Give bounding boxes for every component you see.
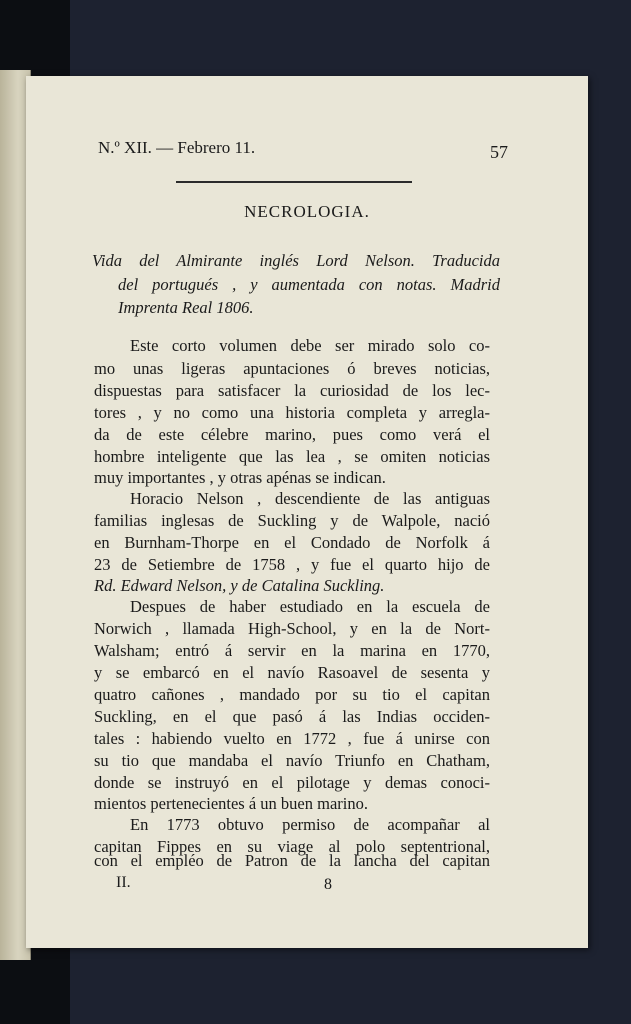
text-line: En 1773 obtuvo permiso de acompañar al	[130, 815, 490, 834]
text-line: Walsham; entró á servir en la marina en 1770,	[94, 641, 490, 660]
text-line: dispuestas para satisfacer la curiosidad de los lec-	[94, 381, 490, 400]
page-number-top: 57	[490, 142, 508, 162]
text-line: familias inglesas de Suckling y de Walpole, nació	[94, 511, 490, 530]
text-line: Rd. Edward Nelson, y de Catalina Suckling.	[94, 576, 385, 595]
text-line: Norwich , llamada High-School, y en la de Nort-	[94, 619, 490, 638]
text-line: da de este célebre marino, pues como verá el	[94, 425, 490, 444]
gathering-number: 8	[324, 876, 332, 893]
text-line: Este corto volumen debe ser mirado solo co-	[130, 336, 490, 355]
text-line: Imprenta Real 1806.	[118, 298, 254, 317]
text-line: Vida del Almirante inglés Lord Nelson. Traducida	[92, 251, 500, 270]
text-line: su tio que mandaba el navío Triunfo en Chatham,	[94, 751, 490, 770]
text-line: Horacio Nelson , descendiente de las antiguas	[130, 489, 490, 508]
text-line: mo unas ligeras apuntaciones ó breves noticias,	[94, 359, 490, 378]
text-line: 23 de Setiembre de 1758 , y fue el quarto hijo de	[94, 555, 490, 574]
text-line: y se embarcó en el navío Rasoavel de sesenta y	[94, 663, 490, 682]
book-page	[26, 76, 588, 948]
text-line: hombre inteligente que las lea , se omiten noticias	[94, 447, 490, 466]
text-line: Despues de haber estudiado en la escuela de	[130, 597, 490, 616]
header-rule	[176, 181, 412, 183]
running-header	[98, 138, 508, 162]
signature-mark: II.	[116, 874, 131, 891]
text-line: donde se instruyó en el pilotage y demas conoci-	[94, 773, 490, 792]
text-line: capitan Fippes en su viage al polo septentrional,	[94, 837, 490, 856]
text-line: tales : habiendo vuelto en 1772 , fue á unirse con	[94, 729, 490, 748]
text-line-last: con el empléo de Patron de la lancha del capitan	[94, 851, 490, 870]
text-line: en Burnham-Thorpe en el Condado de Norfolk á	[94, 533, 490, 552]
text-line: mientos pertenecientes á un buen marino.	[94, 794, 368, 813]
issue-date: N.º XII. — Febrero 11.	[98, 138, 256, 157]
text-line: tores , y no como una historia completa y arregla-	[94, 403, 490, 422]
text-line: muy importantes , y otras apénas se indican.	[94, 468, 386, 487]
section-title: NECROLOGIA.	[244, 202, 370, 221]
text-line: Suckling, en el que pasó á las Indias occiden-	[94, 707, 490, 726]
text-line: quatro cañones , mandado por su tio el capitan	[94, 685, 490, 704]
text-line: del portugués , y aumentada con notas. Madrid	[118, 275, 500, 294]
